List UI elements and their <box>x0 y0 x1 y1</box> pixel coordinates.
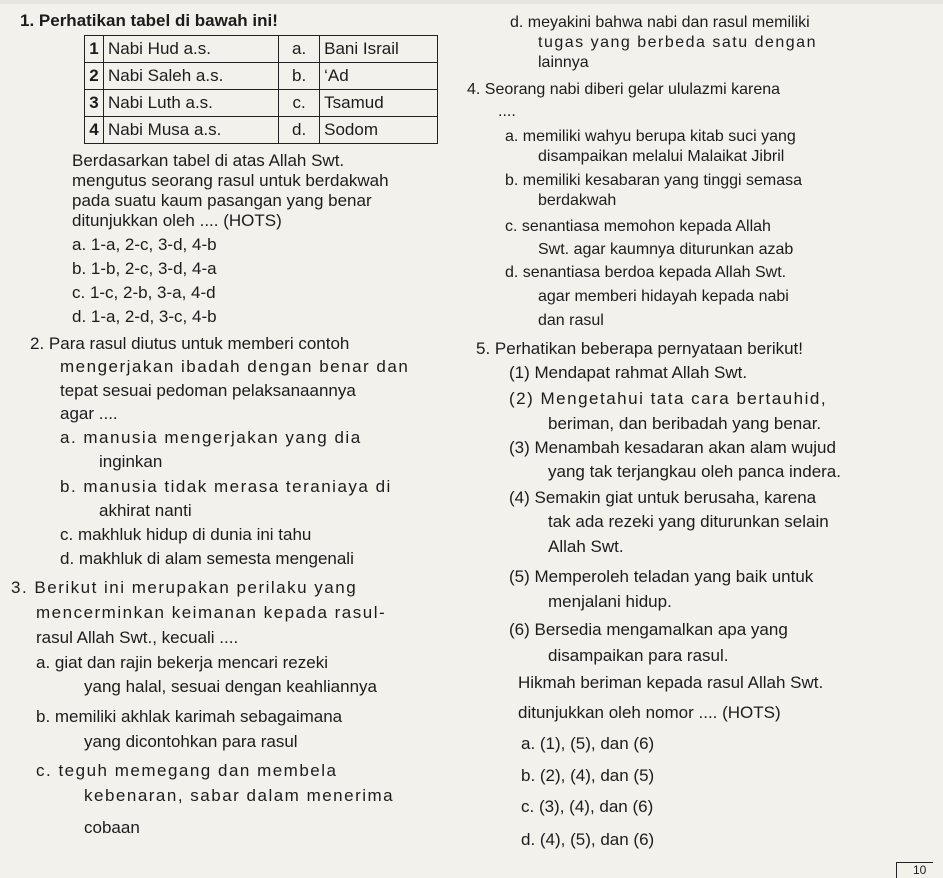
prophet-name: Nabi Luth a.s. <box>104 90 279 117</box>
table-row <box>85 63 438 90</box>
q2-stem-line: 2. Para rasul diutus untuk memberi contoh <box>30 334 350 353</box>
q4-option-c[interactable]: c. senantiasa memohon kepada Allah <box>505 218 771 235</box>
row-number: 2 <box>85 63 104 90</box>
q2-option-b-cont: akhirat nanti <box>99 501 192 520</box>
q5-statement: (4) Semakin giat untuk berusaha, karena <box>509 488 817 507</box>
row-number: 4 <box>85 117 104 144</box>
q1-option-c[interactable]: c. 1-c, 2-b, 3-a, 4-d <box>72 283 216 302</box>
q5-text-line: Hikmah beriman kepada rasul Allah Swt. <box>518 673 824 692</box>
q5-statement-cont: menjalani hidup. <box>548 592 672 611</box>
table-row <box>85 36 438 63</box>
q3-option-b-cont: yang dicontohkan para rasul <box>84 732 298 751</box>
q1-text-line: Berdasarkan tabel di atas Allah Swt. <box>72 151 345 170</box>
row-number: 3 <box>85 90 104 117</box>
table-row <box>85 117 438 144</box>
nation-name: ‘Ad <box>320 63 438 90</box>
q1-option-d[interactable]: d. 1-a, 2-d, 3-c, 4-b <box>72 307 217 326</box>
q5-stem: 5. Perhatikan beberapa pernyataan berikut! <box>476 339 804 358</box>
option-letter: d. <box>279 117 320 144</box>
prev-option-d[interactable]: d. meyakini bahwa nabi dan rasul memiliki <box>510 14 810 31</box>
q5-statement: (3) Menambah kesadaran akan alam wujud <box>509 438 836 457</box>
q5-statement-cont: beriman, dan beribadah yang benar. <box>548 414 822 433</box>
q5-option-b[interactable]: b. (2), (4), dan (5) <box>521 766 655 785</box>
q5-statement: (1) Mendapat rahmat Allah Swt. <box>509 363 748 382</box>
matching-table <box>84 35 438 144</box>
table-row <box>85 90 438 117</box>
q1-option-b[interactable]: b. 1-b, 2-c, 3-d, 4-a <box>72 259 217 278</box>
q4-option-a[interactable]: a. memiliki wahyu berupa kitab suci yang <box>505 128 796 145</box>
q3-option-c-cont: cobaan <box>84 818 140 837</box>
nation-name: Bani Israil <box>320 36 438 63</box>
q4-stem-line: .... <box>498 103 516 120</box>
q3-stem-line: mencerminkan keimanan kepada rasul- <box>36 603 387 622</box>
q1-text-line: mengutus seorang rasul untuk berdakwah <box>72 171 389 190</box>
q3-option-a-cont: yang halal, sesuai dengan keahliannya <box>84 677 378 696</box>
q1-text-line: ditunjukkan oleh .... (HOTS) <box>72 211 282 230</box>
q3-option-c-cont: kebenaran, sabar dalam menerima <box>84 786 395 805</box>
option-letter: b. <box>279 63 320 90</box>
q2-stem-line: mengerjakan ibadah dengan benar dan <box>60 357 410 376</box>
q3-stem-line: 3. Berikut ini merupakan perilaku yang <box>11 578 358 597</box>
nation-name: Sodom <box>320 117 438 144</box>
q2-option-a[interactable]: a. manusia mengerjakan yang dia <box>60 428 362 447</box>
q4-option-d[interactable]: d. senantiasa berdoa kepada Allah Swt. <box>505 264 787 281</box>
q4-option-c-cont: Swt. agar kaumnya diturunkan azab <box>538 241 794 258</box>
q4-option-d-cont: agar memberi hidayah kepada nabi <box>538 288 789 305</box>
q5-statement-cont: disampaikan para rasul. <box>548 646 729 665</box>
q2-stem-line: agar .... <box>60 404 118 423</box>
q5-option-d[interactable]: d. (4), (5), dan (6) <box>521 830 655 849</box>
q1-stem: 1. Perhatikan tabel di bawah ini! <box>20 11 278 30</box>
prev-option-d-cont: lainnya <box>538 54 589 71</box>
q5-statement: (2) Mengetahui tata cara bertauhid, <box>509 389 828 408</box>
q5-statement-cont: yang tak terjangkau oleh panca indera. <box>548 462 841 481</box>
q5-statement: (5) Memperoleh teladan yang baik untuk <box>509 567 814 586</box>
nation-name: Tsamud <box>320 90 438 117</box>
q3-option-c[interactable]: c. teguh memegang dan membela <box>36 761 338 780</box>
q4-stem-line: 4. Seorang nabi diberi gelar ululazmi karena <box>467 81 781 98</box>
q3-stem-line: rasul Allah Swt., kecuali .... <box>36 628 239 647</box>
q2-stem-line: tepat sesuai pedoman pelaksanaannya <box>60 381 356 400</box>
torn-top-edge <box>0 0 943 4</box>
q5-text-line: ditunjukkan oleh nomor .... (HOTS) <box>518 703 781 722</box>
q5-option-c[interactable]: c. (3), (4), dan (6) <box>521 797 654 816</box>
q4-option-b-cont: berdakwah <box>538 192 617 209</box>
q1-text-line: pada suatu kaum pasangan yang benar <box>72 191 372 210</box>
option-letter: c. <box>279 90 320 117</box>
q2-option-b[interactable]: b. manusia tidak merasa teraniaya di <box>60 477 392 496</box>
page-number: 10 <box>913 863 927 877</box>
q1-option-a[interactable]: a. 1-a, 2-c, 3-d, 4-b <box>72 235 217 254</box>
q5-option-a[interactable]: a. (1), (5), dan (6) <box>521 734 655 753</box>
q2-option-a-cont: inginkan <box>99 452 163 471</box>
q4-option-a-cont: disampaikan melalui Malaikat Jibril <box>538 148 785 165</box>
q4-option-d-cont: dan rasul <box>538 312 604 329</box>
q5-statement: (6) Bersedia mengamalkan apa yang <box>509 620 788 639</box>
q5-statement-cont: tak ada rezeki yang diturunkan selain <box>548 512 829 531</box>
prophet-name: Nabi Hud a.s. <box>104 36 279 63</box>
q2-option-c[interactable]: c. makhluk hidup di dunia ini tahu <box>60 525 312 544</box>
row-number: 1 <box>85 36 104 63</box>
q4-option-b[interactable]: b. memiliki kesabaran yang tinggi semasa <box>505 172 803 189</box>
prev-option-d-cont: tugas yang berbeda satu dengan <box>538 34 817 51</box>
q3-option-a[interactable]: a. giat dan rajin bekerja mencari rezeki <box>36 653 328 672</box>
prophet-name: Nabi Saleh a.s. <box>104 63 279 90</box>
q3-option-b[interactable]: b. memiliki akhlak karimah sebagaimana <box>36 707 343 726</box>
q5-statement-cont: Allah Swt. <box>548 537 624 556</box>
option-letter: a. <box>279 36 320 63</box>
prophet-name: Nabi Musa a.s. <box>104 117 279 144</box>
q2-option-d[interactable]: d. makhluk di alam semesta mengenali <box>60 549 354 568</box>
